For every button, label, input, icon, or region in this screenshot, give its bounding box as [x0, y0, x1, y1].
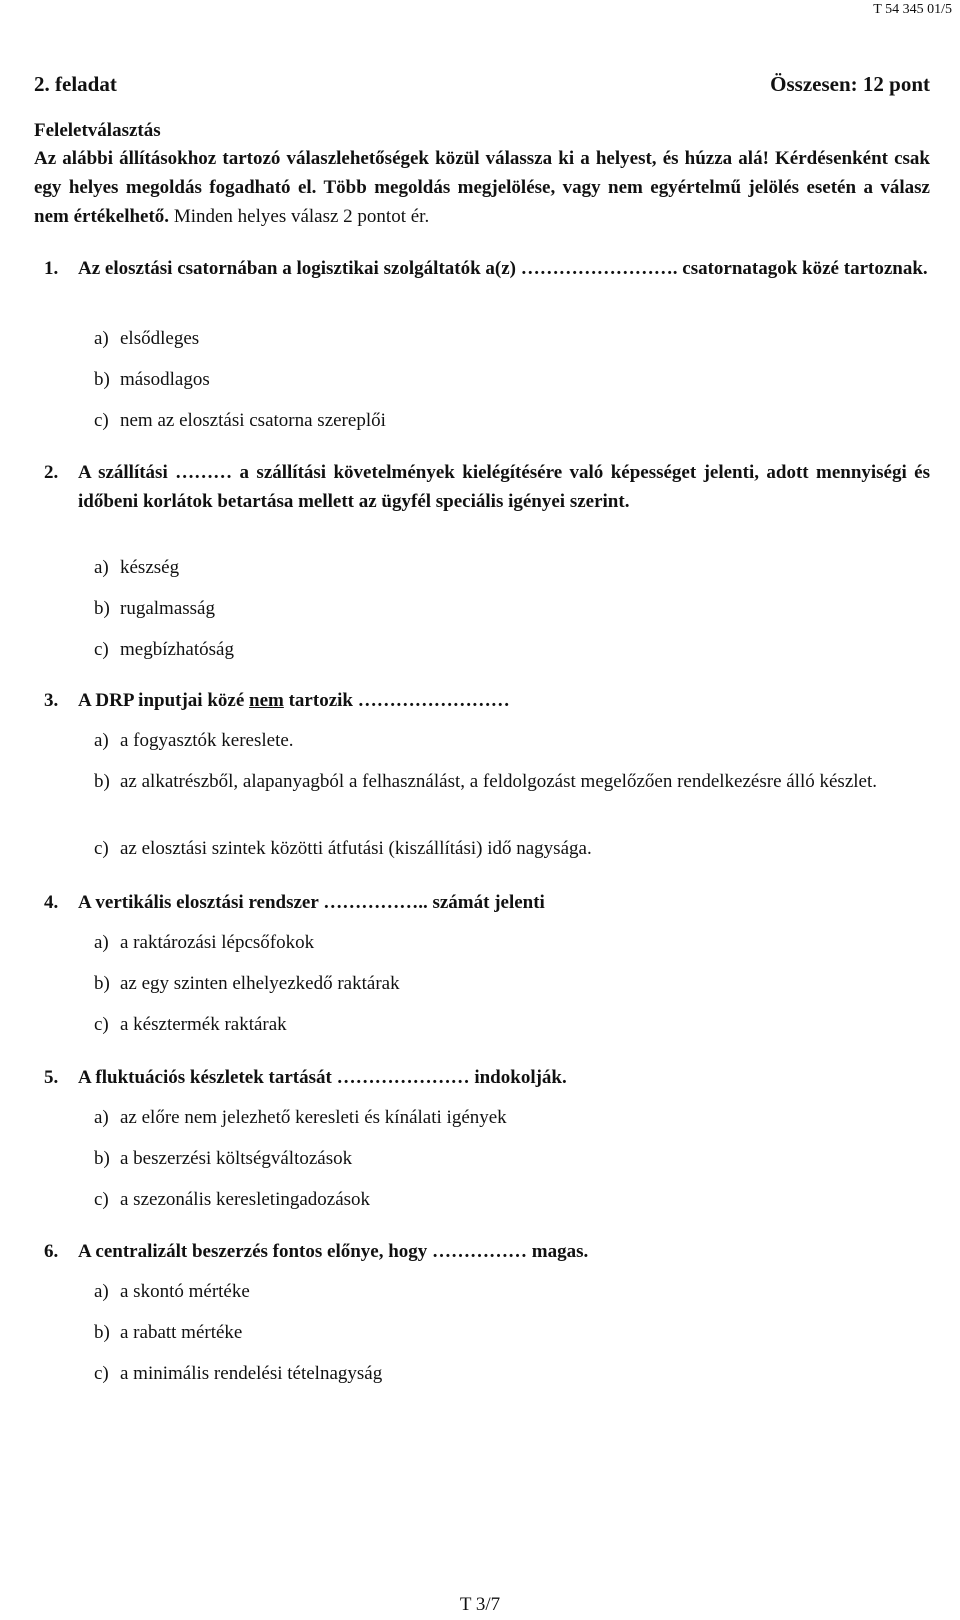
option-label: b) — [94, 369, 110, 390]
option-text: az elosztási szintek közötti átfutási (kiszállítási) idő nagysága. — [120, 838, 592, 859]
option-text: a beszerzési költségváltozások — [120, 1148, 353, 1169]
question-number: 4. — [44, 892, 59, 913]
option-c[interactable] — [78, 637, 930, 678]
option-text: az előre nem jelezhető keresleti és kínálati igények — [120, 1107, 507, 1128]
question-text-part: A DRP inputjai közé — [78, 690, 250, 711]
question-2-options — [78, 555, 930, 678]
option-text: a késztermék raktárak — [120, 1014, 287, 1035]
option-text: a rabatt mértéke — [120, 1322, 243, 1343]
question-1-options — [78, 326, 930, 449]
question-number: 3. — [44, 690, 59, 711]
question-6-options — [78, 1279, 930, 1402]
instructions — [34, 144, 930, 231]
question-number: 5. — [44, 1067, 59, 1088]
task-title: 2. feladat — [34, 72, 117, 96]
question-5-options — [78, 1105, 930, 1228]
question-4 — [44, 888, 930, 917]
question-3-options — [78, 728, 930, 877]
option-a[interactable] — [78, 555, 930, 596]
option-label: c) — [94, 1189, 109, 1210]
question-2 — [44, 458, 930, 516]
option-text: nem az elosztási csatorna szereplői — [120, 410, 386, 431]
option-text: rugalmasság — [120, 598, 215, 619]
option-label: b) — [94, 1148, 110, 1169]
option-text: a minimális rendelési tételnagyság — [120, 1363, 383, 1384]
option-text: másodlagos — [120, 369, 210, 390]
question-text — [78, 686, 930, 715]
option-label: c) — [94, 1014, 109, 1035]
option-a[interactable] — [78, 930, 930, 971]
question-number: 2. — [44, 462, 59, 483]
option-text: az alkatrészből, alapanyagból a felhasználást, a feldolgozást megelőzően rendelkezésre álló készlet. — [120, 771, 877, 792]
option-c[interactable] — [78, 1012, 930, 1053]
page-number: T 3/7 — [459, 1594, 501, 1615]
question-text: A centralizált beszerzés fontos előnye, hogy …………… magas. — [78, 1241, 589, 1262]
option-text: készség — [120, 557, 180, 578]
question-text-part: tartozik …………………… — [283, 690, 510, 711]
question-text: A szállítási ……… a szállítási követelmények kielégítésére való képességet jelenti, adott mennyiségi és időbeni korlátok betartása mellett az ügyfél speciális igényei szerint. — [78, 462, 930, 512]
option-a[interactable] — [78, 326, 930, 367]
option-b[interactable] — [78, 1146, 930, 1187]
question-3 — [44, 686, 930, 715]
option-b[interactable] — [78, 367, 930, 408]
task-points: Összesen: 12 pont — [770, 72, 930, 96]
option-c[interactable] — [78, 1361, 930, 1402]
option-label: b) — [94, 771, 110, 792]
option-c[interactable] — [78, 836, 930, 877]
option-b[interactable] — [78, 971, 930, 1012]
option-text: a skontó mértéke — [120, 1281, 250, 1302]
option-label: a) — [94, 932, 109, 953]
option-label: c) — [94, 838, 109, 859]
option-text: a raktározási lépcsőfokok — [120, 932, 315, 953]
option-a[interactable] — [78, 1279, 930, 1320]
option-b[interactable] — [78, 769, 930, 836]
scoring-note: Minden helyes válasz 2 pontot ér. — [173, 206, 430, 227]
question-number: 1. — [44, 258, 59, 279]
option-text: megbízhatóság — [120, 639, 234, 660]
underlined-word: nem — [249, 690, 284, 711]
option-label: c) — [94, 410, 109, 431]
option-c[interactable] — [78, 1187, 930, 1228]
option-label: b) — [94, 1322, 110, 1343]
question-5 — [44, 1063, 930, 1092]
option-b[interactable] — [78, 1320, 930, 1361]
section-title: Feleletválasztás — [34, 120, 161, 141]
option-label: b) — [94, 973, 110, 994]
option-text: a fogyasztók kereslete. — [120, 730, 294, 751]
question-number: 6. — [44, 1241, 59, 1262]
option-text: az egy szinten elhelyezkedő raktárak — [120, 973, 400, 994]
option-label: a) — [94, 730, 109, 751]
question-text: A vertikális elosztási rendszer …………….. számát jelenti — [78, 892, 545, 913]
option-label: a) — [94, 328, 109, 349]
option-a[interactable] — [78, 728, 930, 769]
option-label: c) — [94, 1363, 109, 1384]
option-label: c) — [94, 639, 109, 660]
option-label: a) — [94, 557, 109, 578]
exam-code: T 54 345 01/5 — [873, 2, 952, 17]
option-a[interactable] — [78, 1105, 930, 1146]
option-text: elsődleges — [120, 328, 200, 349]
option-label: b) — [94, 598, 110, 619]
question-6 — [44, 1237, 930, 1266]
option-text: a szezonális keresletingadozások — [120, 1189, 371, 1210]
question-4-options — [78, 930, 930, 1053]
instructions-text: Az alábbi állításokhoz tartozó válaszlehetőségek közül válassza ki a helyest, és húzza alá! Kérdésenként csak egy helyes megoldás fogadható el. Több megoldás megjelölése, vagy nem egyértelmű jelölés esetén a válasz nem értékelhető. — [34, 148, 930, 227]
option-label: a) — [94, 1107, 109, 1128]
option-label: a) — [94, 1281, 109, 1302]
question-text: Az elosztási csatornában a logisztikai szolgáltatók a(z) ……………………. csatornatagok közé tartoznak. — [78, 258, 928, 279]
option-b[interactable] — [78, 596, 930, 637]
question-1 — [44, 254, 930, 283]
option-c[interactable] — [78, 408, 930, 449]
question-text: A fluktuációs készletek tartását ………………… indokolják. — [78, 1067, 567, 1088]
